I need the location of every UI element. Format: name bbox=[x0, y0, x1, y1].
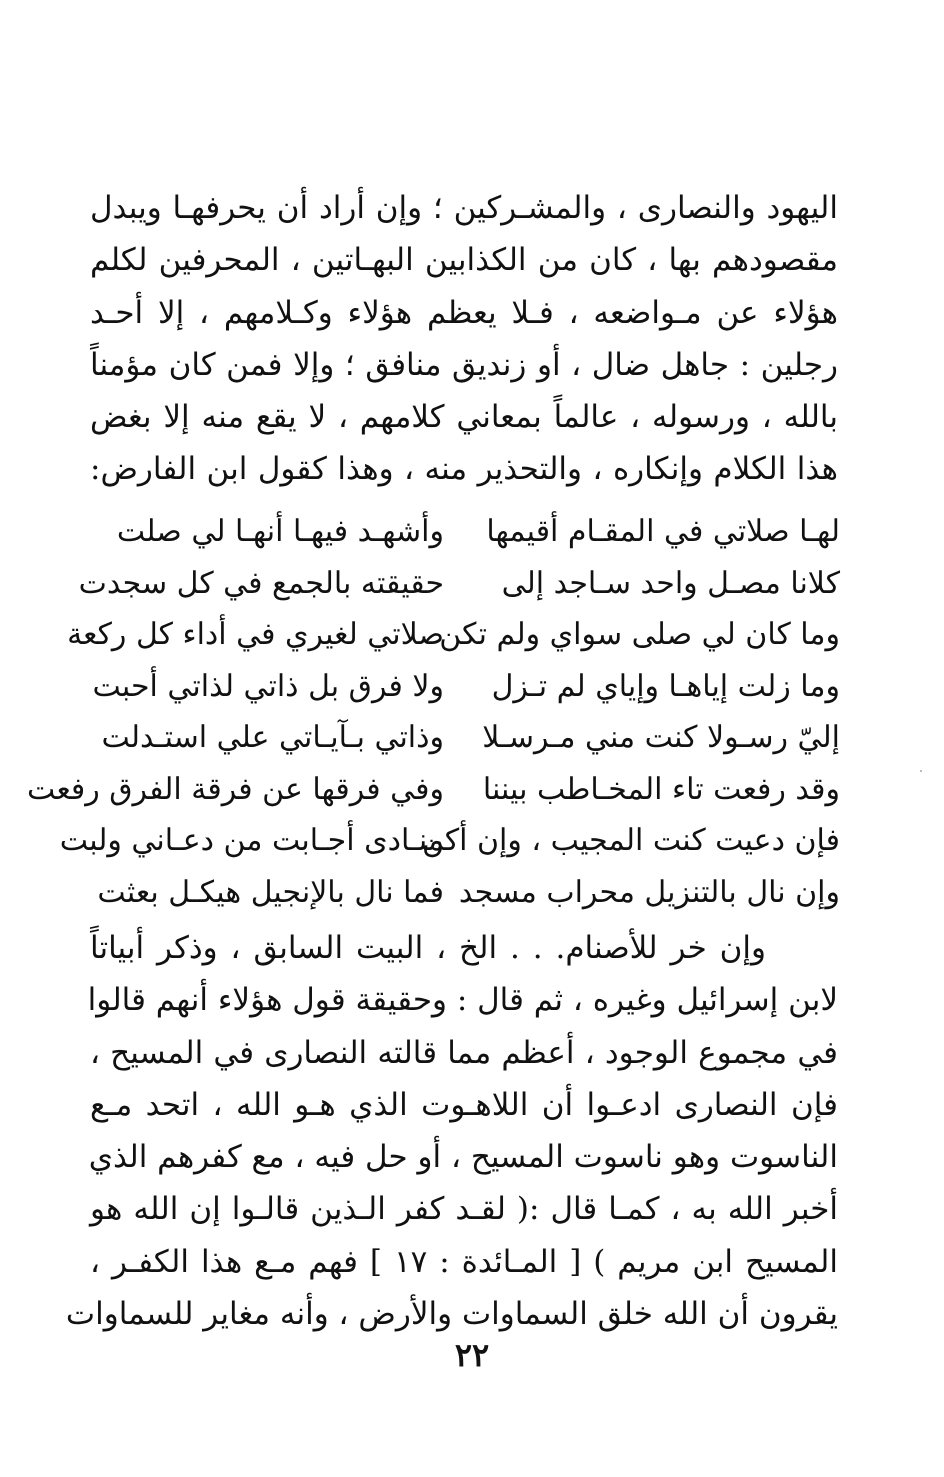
text-line: يقرون أن الله خلق السماوات والأرض ، وأنه مغاير للسماوات bbox=[65, 1296, 838, 1333]
poem-verse bbox=[80, 867, 840, 919]
poem-verse bbox=[80, 661, 840, 713]
text-line: هذا الكلام وإنكاره ، والتحذير منه ، وهذا كقول ابن الفارض: bbox=[90, 451, 838, 488]
text-line: الناسوت وهو ناسوت المسيح ، أو حل فيه ، مع كفرهم الذي bbox=[88, 1139, 838, 1176]
verse-first-hemistich: كلانا مصـل واحد سـاجد إلى bbox=[501, 565, 840, 601]
verse-second-hemistich: وذاتي بـآيـاتي علي استـدلت bbox=[101, 720, 444, 755]
poem-verse bbox=[80, 712, 840, 764]
verse-second-hemistich: وأشهـد فيهـا أنهـا لي صلت bbox=[116, 514, 444, 549]
poem-verse bbox=[59, 815, 840, 867]
verse-first-hemistich: فإن دعيت كنت المجيب ، وإن أكن bbox=[422, 823, 840, 858]
paragraph-1 bbox=[90, 182, 838, 496]
paragraph-2 bbox=[65, 922, 838, 1340]
verse-second-hemistich: صلاتي لغيري في أداء كل ركعة bbox=[67, 617, 444, 652]
text-line: اليهود والنصارى ، والمشـركين ؛ وإن أراد أن يحرفهـا ويبدل bbox=[90, 190, 838, 226]
verse-first-hemistich: لهـا صلاتي في المقـام أقيمها bbox=[486, 514, 840, 549]
text-line: أخبر الله به ، كمـا قال :( لقـد كفر الـذين قالـوا إن الله هو bbox=[90, 1191, 838, 1228]
text-line: المسيح ابن مريم ) [ المـائدة : ١٧ ] فهم مـع هذا الكفـر ، bbox=[90, 1243, 838, 1280]
verse-first-hemistich: وإن نال بالتنزيل محراب مسجد bbox=[458, 874, 840, 910]
verse-second-hemistich: منـادى أجـابت من دعـاني ولبت bbox=[59, 823, 444, 858]
verse-second-hemistich: فما نال بالإنجيل هيكـل بعثت bbox=[97, 874, 444, 910]
text-line: في مجموع الوجود ، أعظم مما قالته النصارى في المسيح ، bbox=[90, 1034, 838, 1071]
poem-verse bbox=[80, 506, 840, 558]
verse-first-hemistich: وقد رفعت تاء المخـاطب بيننا bbox=[482, 771, 840, 807]
text-line: رجلين : جاهل ضال ، أو زنديق منافق ؛ وإلا فمن كان مؤمناً bbox=[90, 346, 838, 383]
verse-first-hemistich: إليّ رسـولا كنت مني مـرسـلا bbox=[482, 720, 840, 755]
text-line: هؤلاء عن مـواضعه ، فـلا يعظم هؤلاء وكـلامهم ، إلا أحـد bbox=[90, 294, 838, 331]
text-line: بالله ، ورسوله ، عالماً بمعاني كلامهم ، لا يقع منه إلا بغض bbox=[90, 399, 838, 436]
page-number: ٢٢ bbox=[454, 1336, 490, 1374]
poem bbox=[26, 506, 840, 918]
verse-second-hemistich: ولا فرق بل ذاتي لذاتي أحبت bbox=[92, 668, 444, 704]
text-line: لابن إسرائيل وغيره ، ثم قال : وحقيقة قول هؤلاء أنهم قالوا bbox=[87, 982, 838, 1019]
verse-second-hemistich: وفي فرقها عن فرقة الفرق رفعت bbox=[26, 771, 444, 807]
text-line: وإن خر للأصنام. . . الخ ، البيت السابق ، وذكر أبياتاً bbox=[90, 930, 766, 966]
text-line: مقصودهم بها ، كان من الكذابين البهـاتين ، المحرفين لكلم bbox=[90, 242, 838, 279]
verse-first-hemistich: وما زلت إياهـا وإياي لم تـزل bbox=[491, 668, 840, 704]
poem-verse bbox=[80, 558, 840, 610]
verse-second-hemistich: حقيقته بالجمع في كل سجدت bbox=[78, 565, 444, 601]
poem-verse bbox=[26, 764, 840, 816]
verse-first-hemistich: وما كان لي صلى سواي ولم تكن bbox=[439, 617, 840, 652]
poem-verse bbox=[67, 609, 840, 661]
scan-speck bbox=[920, 770, 922, 772]
text-line: فإن النصارى ادعـوا أن اللاهـوت الذي هـو الله ، اتحد مـع bbox=[90, 1086, 838, 1123]
